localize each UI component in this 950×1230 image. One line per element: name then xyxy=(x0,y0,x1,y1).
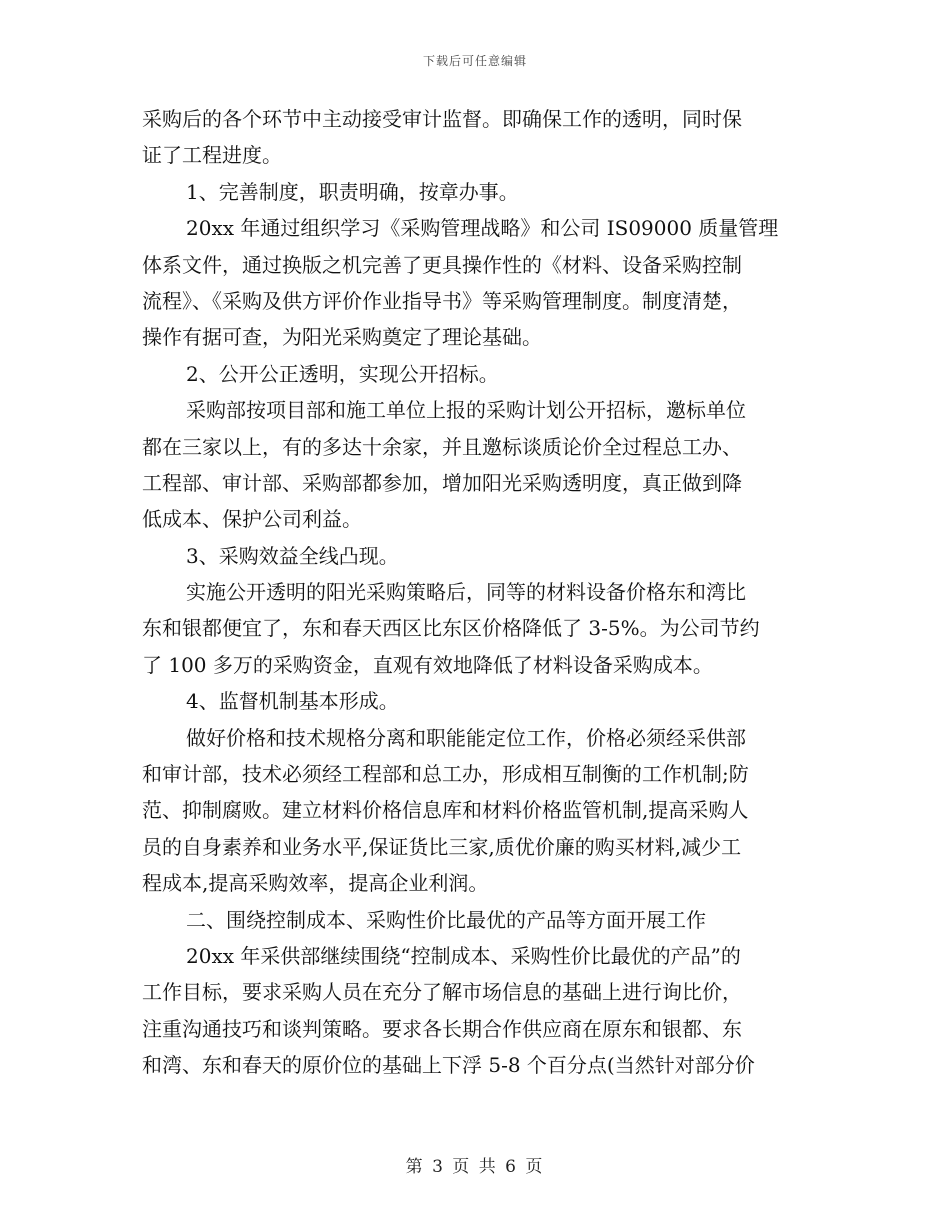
text-line: 体系文件，通过换版之机完善了更具操作性的《材料、设备采购控制 xyxy=(142,252,742,277)
text-line: 实施公开透明的阳光采购策略后，同等的材料设备价格东和湾比 xyxy=(186,580,746,605)
text-line: 程成本,提高采购效率，提高企业利润。 xyxy=(142,871,489,896)
page-header: 下载后可任意编辑 xyxy=(422,54,527,68)
text-line: 注重沟通技巧和谈判策略。要求各长期合作供应商在原东和银都、东 xyxy=(142,1016,742,1041)
text-line: 采购部按项目部和施工单位上报的采购计划公开招标，邀标单位 xyxy=(186,398,746,423)
text-line: 20xx 年通过组织学习《采购管理战略》和公司 IS09000 质量管理 xyxy=(186,216,779,241)
text-line: 证了工程进度。 xyxy=(142,143,282,168)
text-line: 20xx 年采供部继续围绕“控制成本、采购性价比最优的产品”的 xyxy=(186,943,741,968)
text-line: 和湾、东和春天的原价位的基础上下浮 5-8 个百分点(当然针对部分价 xyxy=(142,1053,755,1078)
text-line: 4、监督机制基本形成。 xyxy=(186,689,399,714)
text-line: 2、公开公正透明，实现公开招标。 xyxy=(186,361,499,386)
text-line: 工作目标，要求采购人员在充分了解市场信息的基础上进行询比价， xyxy=(142,980,742,1005)
text-line: 采购后的各个环节中主动接受审计监督。即确保工作的透明，同时保 xyxy=(142,107,742,131)
text-line: 工程部、审计部、采购部都参加，增加阳光采购透明度，真正做到降 xyxy=(142,470,742,495)
page-footer: 第 3 页 共 6 页 xyxy=(405,1157,545,1177)
text-line: 和审计部，技术必须经工程部和总工办，形成相互制衡的工作机制;防 xyxy=(142,762,749,787)
text-line: 3、采购效益全线凸现。 xyxy=(186,543,399,568)
text-line: 都在三家以上，有的多达十余家，并且邀标谈质论价全过程总工办、 xyxy=(142,434,742,459)
text-line: 员的自身素养和业务水平,保证货比三家,质优价廉的购买材料,减少工 xyxy=(142,834,742,859)
text-line: 做好价格和技术规格分离和职能能定位工作，价格必须经采供部 xyxy=(186,725,746,750)
text-line: 1、完善制度，职责明确，按章办事。 xyxy=(186,179,519,204)
text-line: 了 100 多万的采购资金，直观有效地降低了材料设备采购成本。 xyxy=(142,652,713,677)
text-line: 二、围绕控制成本、采购性价比最优的产品等方面开展工作 xyxy=(186,907,706,932)
text-line: 东和银都便宜了，东和春天西区比东区价格降低了 3-5%。为公司节约 xyxy=(142,616,760,641)
document-body xyxy=(142,101,802,1084)
text-line: 流程》、《采购及供方评价作业指导书》等采购管理制度。制度清楚， xyxy=(142,288,742,313)
text-line: 低成本、保护公司利益。 xyxy=(142,507,362,532)
text-line: 操作有据可查，为阳光采购奠定了理论基础。 xyxy=(142,325,542,350)
text-line: 范、抑制腐败。建立材料价格信息库和材料价格监管机制,提高采购人 xyxy=(142,798,749,823)
